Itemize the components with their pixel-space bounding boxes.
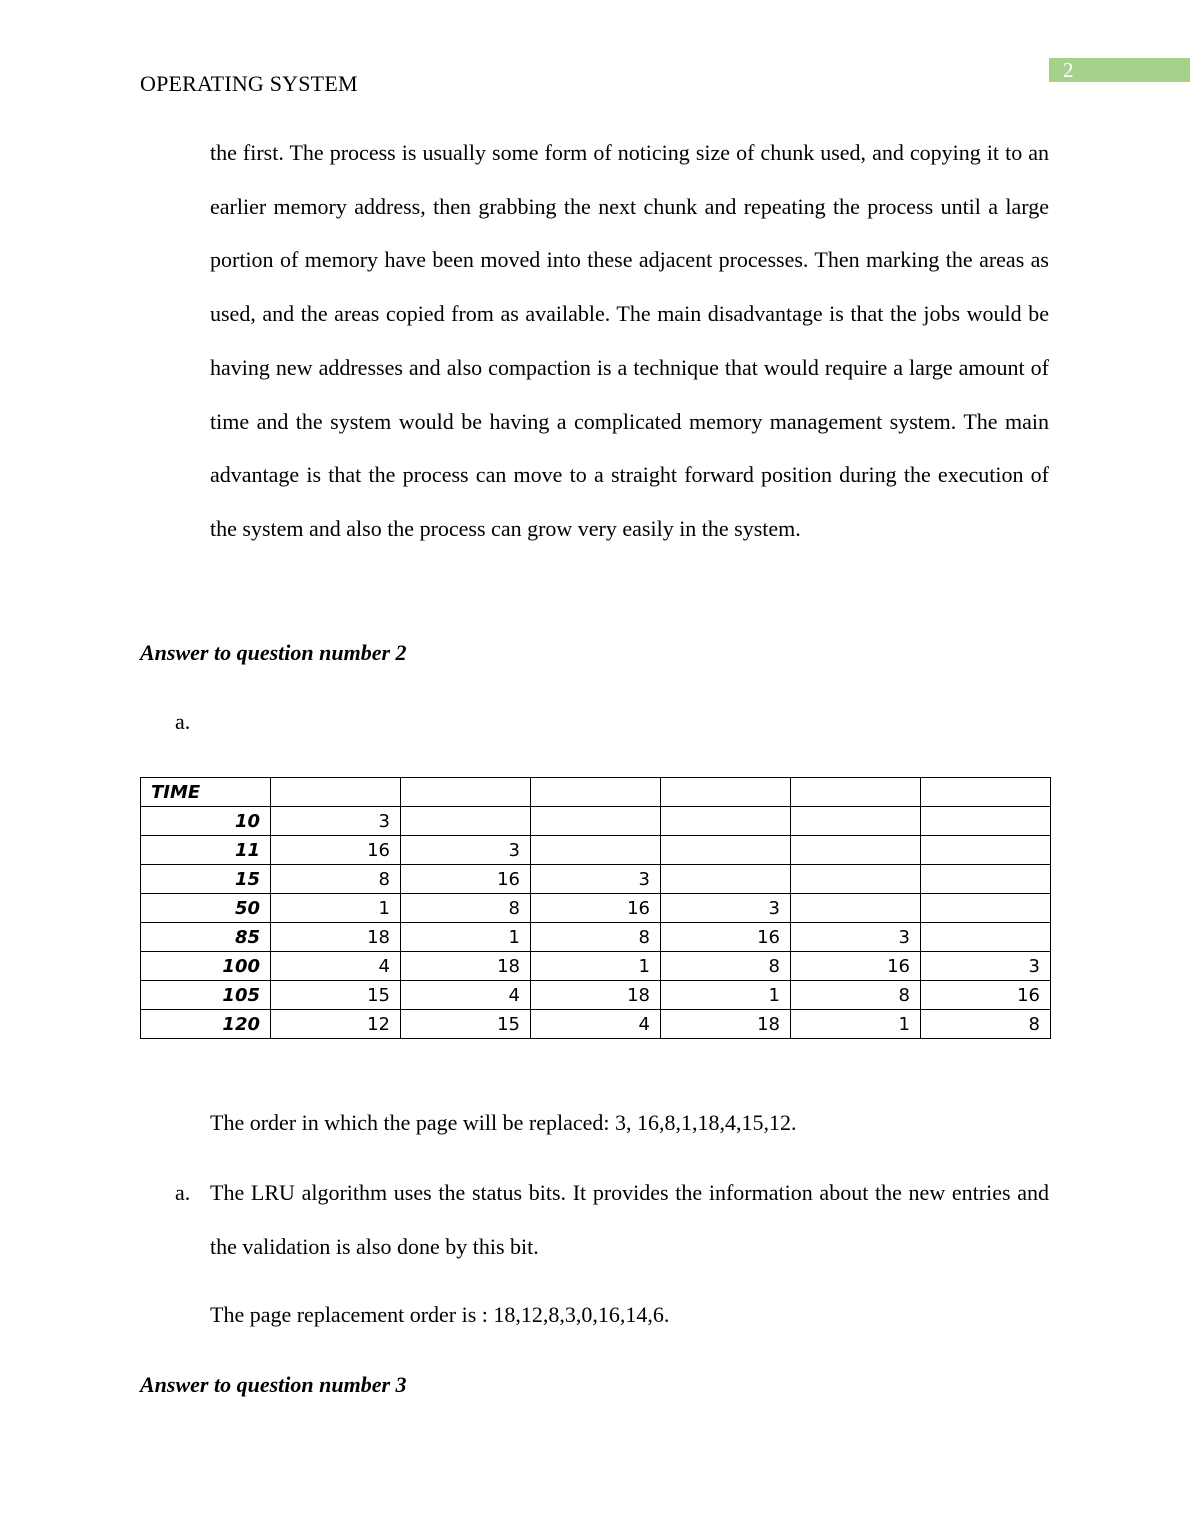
- table-header-row: [141, 778, 1051, 807]
- frame-cell: 16: [661, 923, 791, 952]
- time-cell: 100: [141, 952, 271, 981]
- frame-cell: 1: [531, 952, 661, 981]
- frame-cell: 16: [791, 952, 921, 981]
- frame-cell: 4: [531, 1010, 661, 1039]
- frame-cell: 8: [401, 894, 531, 923]
- lru-description: The LRU algorithm uses the status bits. It provides the information about the new entries and the validation is also done by this bit.: [210, 1180, 1049, 1259]
- frame-cell: [791, 836, 921, 865]
- frame-cell: [531, 807, 661, 836]
- table-header-cell: [921, 778, 1051, 807]
- page-replacement-table: [140, 777, 1051, 1039]
- frame-cell: 18: [271, 923, 401, 952]
- time-cell: 50: [141, 894, 271, 923]
- frame-cell: 8: [921, 1010, 1051, 1039]
- table-row: [141, 894, 1051, 923]
- table-header-cell: [661, 778, 791, 807]
- frame-cell: [661, 865, 791, 894]
- frame-cell: [661, 807, 791, 836]
- time-cell: 120: [141, 1010, 271, 1039]
- frame-cell: 1: [791, 1010, 921, 1039]
- frame-cell: 12: [271, 1010, 401, 1039]
- page-number: 2: [1049, 58, 1190, 82]
- time-cell: 105: [141, 981, 271, 1010]
- frame-cell: 15: [401, 1010, 531, 1039]
- frame-cell: 18: [401, 952, 531, 981]
- frame-cell: 4: [401, 981, 531, 1010]
- frame-cell: 3: [791, 923, 921, 952]
- table-row: [141, 865, 1051, 894]
- frame-cell: 8: [791, 981, 921, 1010]
- frame-cell: [921, 865, 1051, 894]
- section-2-heading: Answer to question number 2: [140, 640, 407, 665]
- frame-cell: 3: [661, 894, 791, 923]
- frame-cell: 3: [921, 952, 1051, 981]
- frame-cell: [791, 894, 921, 923]
- table-header-time: TIME: [141, 778, 271, 807]
- table-header-cell: [401, 778, 531, 807]
- table-header-cell: [531, 778, 661, 807]
- lru-order-text: The page replacement order is : 18,12,8,3,0,16,14,6.: [210, 1302, 670, 1327]
- frame-cell: [921, 894, 1051, 923]
- frame-cell: 1: [401, 923, 531, 952]
- frame-cell: 3: [401, 836, 531, 865]
- frame-cell: 1: [661, 981, 791, 1010]
- frame-cell: 4: [271, 952, 401, 981]
- frame-cell: [531, 836, 661, 865]
- frame-cell: 8: [531, 923, 661, 952]
- frame-cell: [921, 807, 1051, 836]
- section-3-heading: Answer to question number 3: [140, 1372, 407, 1397]
- time-cell: 15: [141, 865, 271, 894]
- running-header: OPERATING SYSTEM: [140, 71, 358, 96]
- item-b-label: a.: [175, 1180, 191, 1205]
- frame-cell: [921, 836, 1051, 865]
- time-cell: 11: [141, 836, 271, 865]
- frame-cell: 3: [531, 865, 661, 894]
- table-row: [141, 807, 1051, 836]
- frame-cell: [791, 807, 921, 836]
- frame-cell: 16: [271, 836, 401, 865]
- intro-paragraph: the first. The process is usually some form of noticing size of chunk used, and copying it to an earlier memory address, then grabbing the next chunk and repeating the process until a large portion of memory have been moved into these adjacent processes. Then marking the areas as used, and the areas copied from as available. The main disadvantage is that the jobs would be having new addresses and also compaction is a technique that would require a large amount of time and the system would be having a complicated memory management system. The main advantage is that the process can move to a straight forward position during the execution of the system and also the process can grow very easily in the system.: [210, 140, 1049, 541]
- item-a-label: a.: [175, 709, 191, 734]
- frame-cell: 8: [661, 952, 791, 981]
- frame-cell: [791, 865, 921, 894]
- frame-cell: 3: [271, 807, 401, 836]
- table-header-cell: [271, 778, 401, 807]
- frame-cell: 15: [271, 981, 401, 1010]
- time-cell: 10: [141, 807, 271, 836]
- frame-cell: 18: [531, 981, 661, 1010]
- frame-cell: [921, 923, 1051, 952]
- frame-cell: 8: [271, 865, 401, 894]
- frame-cell: 16: [531, 894, 661, 923]
- table-header-cell: [791, 778, 921, 807]
- frame-cell: [401, 807, 531, 836]
- replacement-order-text: The order in which the page will be replaced: 3, 16,8,1,18,4,15,12.: [210, 1110, 797, 1135]
- frame-cell: [661, 836, 791, 865]
- table-row: [141, 1010, 1051, 1039]
- table-row: [141, 952, 1051, 981]
- table-row: [141, 836, 1051, 865]
- frame-cell: 16: [921, 981, 1051, 1010]
- frame-cell: 18: [661, 1010, 791, 1039]
- frame-cell: 16: [401, 865, 531, 894]
- time-cell: 85: [141, 923, 271, 952]
- table-row: [141, 981, 1051, 1010]
- table-row: [141, 923, 1051, 952]
- frame-cell: 1: [271, 894, 401, 923]
